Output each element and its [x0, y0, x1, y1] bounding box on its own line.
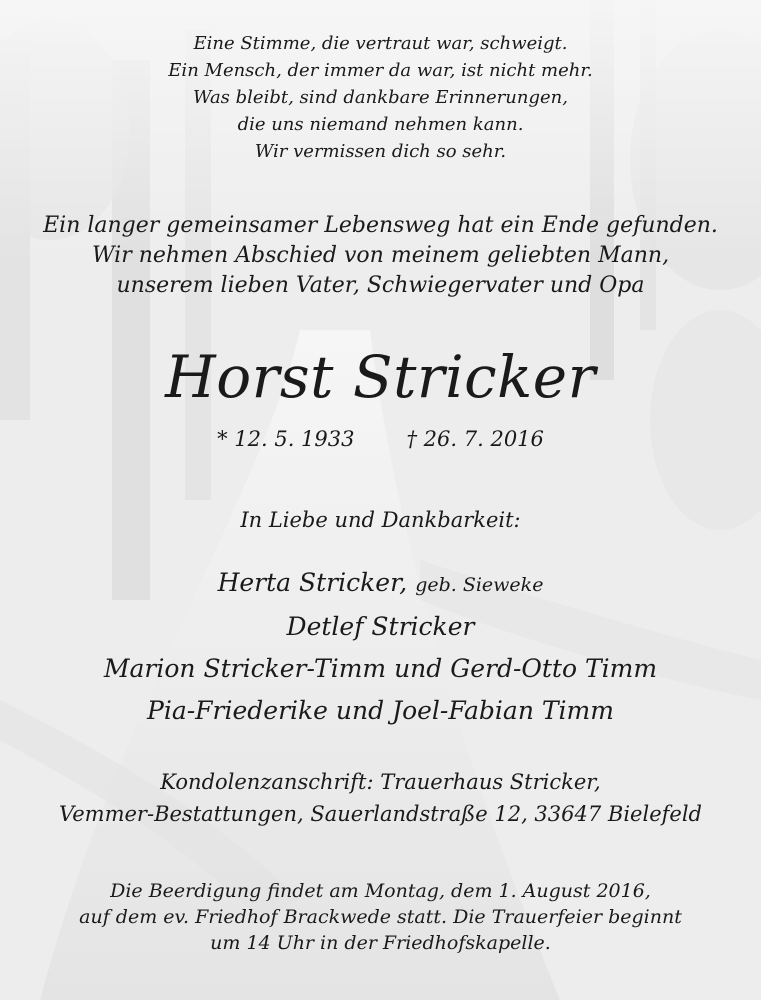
mourner-name: Detlef Stricker: [286, 612, 475, 641]
farewell-intro: [0, 211, 761, 301]
mourners-intro: In Liebe und Dankbarkeit:: [240, 508, 521, 532]
birth-date: * 12. 5. 1933: [217, 427, 355, 451]
death-date: † 26. 7. 2016: [406, 427, 544, 451]
intro-line: unserem lieben Vater, Schwiegervater und Opa: [116, 273, 645, 298]
poem-line: Eine Stimme, die vertraut war, schweigt.: [193, 33, 568, 54]
mourner-name: Marion Stricker-Timm und Gerd-Otto Timm: [103, 654, 658, 683]
funeral-line: Die Beerdigung findet am Montag, dem 1. August 2016,: [110, 880, 651, 902]
mourner-entry: [0, 648, 761, 690]
poem-line: Ein Mensch, der immer da war, ist nicht mehr.: [168, 60, 593, 81]
deceased-name: Horst Stricker: [165, 343, 596, 411]
funeral-line: um 14 Uhr in der Friedhofskapelle.: [210, 932, 551, 954]
condolence-address: [0, 766, 761, 830]
poem-line: Was bleibt, sind dankbare Erinnerungen,: [193, 87, 568, 108]
life-dates: [0, 426, 761, 452]
intro-line: Ein langer gemeinsamer Lebensweg hat ein Ende gefunden.: [43, 213, 718, 238]
address-line: Vemmer-Bestattungen, Sauerlandstraße 12, 33647 Bielefeld: [59, 802, 702, 826]
mourner-name: Herta Stricker,: [217, 568, 408, 597]
memorial-poem: [0, 30, 761, 165]
intro-line: Wir nehmen Abschied von meinem geliebten Mann,: [91, 243, 670, 268]
mourner-entry: [0, 562, 761, 606]
mourner-note: geb. Sieweke: [415, 574, 544, 596]
mourner-entry: [0, 606, 761, 648]
poem-line: Wir vermissen dich so sehr.: [254, 141, 507, 162]
mourners-list: [0, 562, 761, 732]
funeral-details: [0, 878, 761, 956]
poem-line: die uns niemand nehmen kann.: [237, 114, 524, 135]
address-line: Kondolenzanschrift: Trauerhaus Stricker,: [160, 770, 601, 794]
mourner-name: Pia-Friederike und Joel-Fabian Timm: [147, 696, 614, 725]
funeral-line: auf dem ev. Friedhof Brackwede statt. Die Trauerfeier beginnt: [79, 906, 682, 928]
mourner-entry: [0, 690, 761, 732]
